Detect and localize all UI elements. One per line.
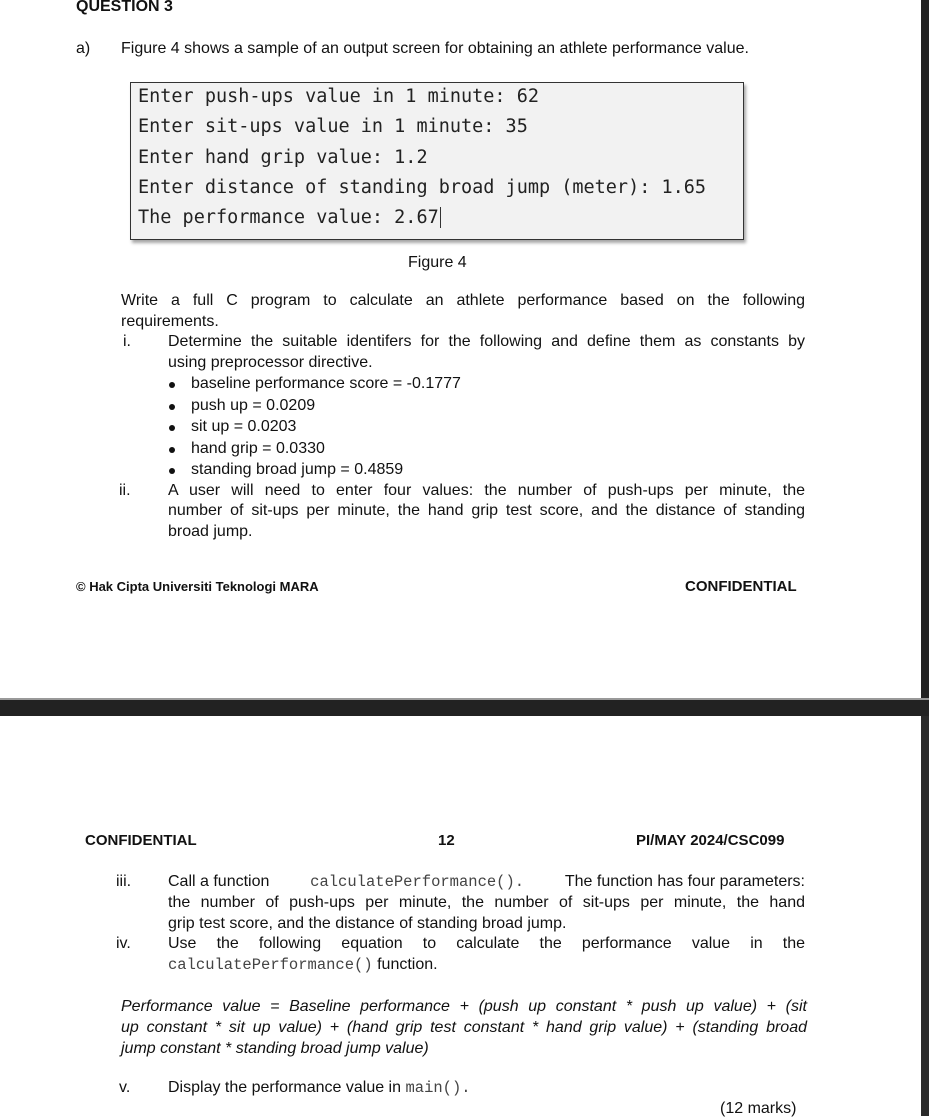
- marks-label: (12 marks): [720, 1100, 797, 1117]
- console-line: Enter sit-ups value in 1 minute: 35: [138, 116, 528, 137]
- req-ii-line-1: A user will need to enter four values: the number of push-ups per minute, the: [168, 482, 805, 499]
- bullet-dot: [169, 468, 175, 474]
- console-output-figure: [130, 82, 744, 240]
- req-i-line-2: using preprocessor directive.: [168, 354, 373, 371]
- bullet-dot: [169, 425, 175, 431]
- instruction-line-2: requirements.: [121, 313, 219, 330]
- header-confidential: CONFIDENTIAL: [85, 832, 197, 849]
- bullet-dot: [169, 404, 175, 410]
- figure-caption: Figure 4: [408, 254, 467, 271]
- constant-sit-up: sit up = 0.0203: [191, 418, 297, 435]
- page-separator: [0, 700, 929, 716]
- header-exam-code: PI/MAY 2024/CSC099: [636, 832, 785, 849]
- header-page-number: 12: [438, 832, 455, 849]
- req-ii-line-2: number of sit-ups per minute, the hand grip test score, and the distance of standing: [168, 502, 805, 519]
- footer-confidential: CONFIDENTIAL: [685, 578, 797, 595]
- req-ii-number: ii.: [119, 482, 131, 499]
- req-iii-line-3: grip test score, and the distance of standing broad jump.: [168, 915, 567, 932]
- req-v-number: v.: [119, 1079, 131, 1096]
- req-iii-number: iii.: [116, 873, 132, 890]
- req-iii-text-pre: Call a function: [168, 873, 270, 890]
- req-i-line-1: Determine the suitable identifers for the following and define them as constants by: [168, 333, 805, 350]
- console-line-result: [138, 207, 441, 228]
- part-a-label: a): [76, 40, 91, 57]
- console-line: Enter distance of standing broad jump (meter): 1.65: [138, 177, 707, 198]
- instruction-line-1: Write a full C program to calculate an athlete performance based on the following: [121, 292, 805, 309]
- equation-line-3: jump constant * standing broad jump value): [121, 1040, 429, 1057]
- question-heading: QUESTION 3: [76, 0, 173, 15]
- bullet-dot: [169, 382, 175, 388]
- console-result-text: The performance value: 2.67: [138, 207, 439, 228]
- bullet-dot: [169, 447, 175, 453]
- req-ii-line-3: broad jump.: [168, 523, 253, 540]
- req-iv-text-post: function.: [377, 956, 438, 973]
- req-iv-number: iv.: [116, 935, 131, 952]
- req-iv-line-1: Use the following equation to calculate the performance value in the: [168, 935, 805, 952]
- constant-push-up: push up = 0.0209: [191, 397, 316, 414]
- constant-broad-jump: standing broad jump = 0.4859: [191, 461, 404, 478]
- footer-copyright: © Hak Cipta Universiti Teknologi MARA: [76, 579, 319, 594]
- req-v-text-pre: Display the performance value in: [168, 1079, 402, 1096]
- req-iii-line-1: [168, 873, 805, 891]
- function-name-code: calculatePerformance().: [310, 873, 525, 891]
- part-a-intro: Figure 4 shows a sample of an output screen for obtaining an athlete performance value.: [121, 40, 749, 57]
- page-edge-lower: [921, 716, 929, 1116]
- equation-line-1: Performance value = Baseline performance + (push up constant * push up value) + (sit: [121, 998, 807, 1015]
- req-iii-text-post: The function has four parameters:: [564, 873, 805, 890]
- constant-baseline: baseline performance score = -0.1777: [191, 375, 461, 392]
- console-line: Enter push-ups value in 1 minute: 62: [138, 86, 539, 107]
- req-iv-line-2: [168, 956, 438, 974]
- req-v-line: [168, 1079, 471, 1097]
- function-name-code: calculatePerformance(): [168, 956, 373, 974]
- main-function-code: main().: [405, 1079, 471, 1097]
- equation-line-2: up constant * sit up value) + (hand grip test constant * hand grip value) + (standing broad: [121, 1019, 807, 1036]
- req-i-number: i.: [123, 333, 131, 350]
- req-iii-line-2: the number of push-ups per minute, the number of sit-ups per minute, the hand: [168, 894, 805, 911]
- constant-hand-grip: hand grip = 0.0330: [191, 440, 325, 457]
- console-line: Enter hand grip value: 1.2: [138, 147, 428, 168]
- page-edge: [921, 0, 929, 716]
